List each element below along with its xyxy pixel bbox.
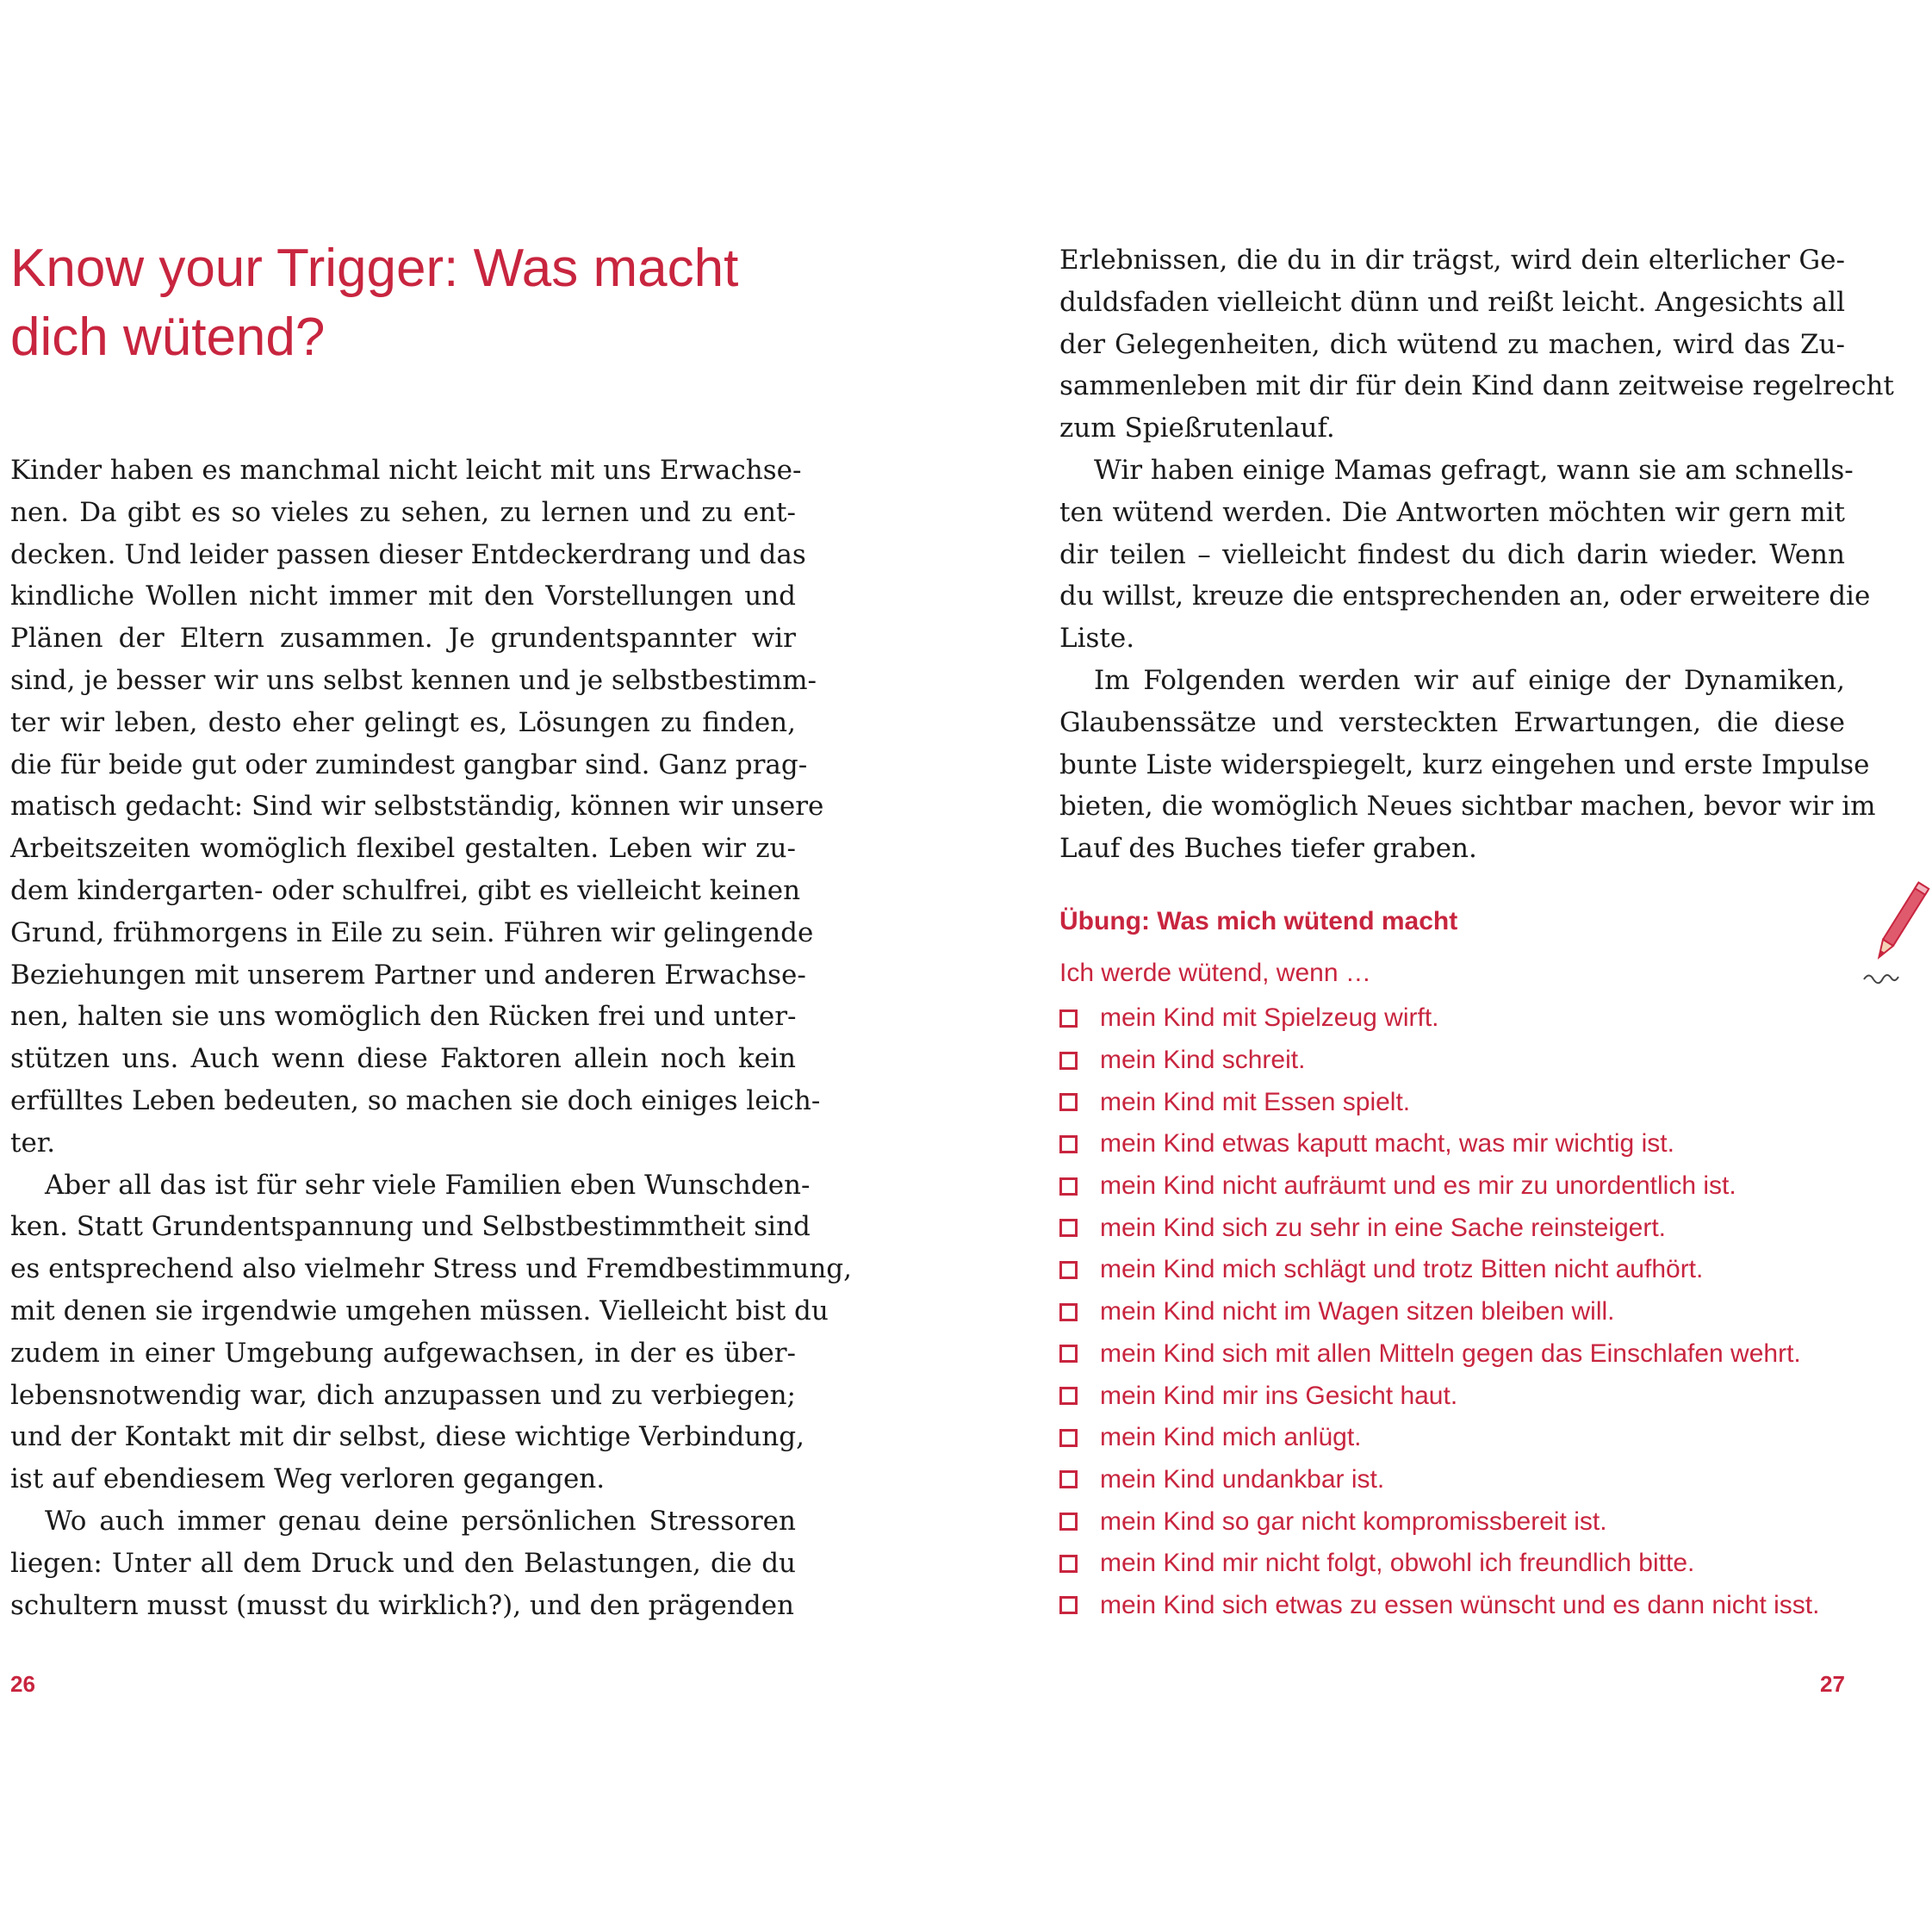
checkbox[interactable]	[1059, 1303, 1078, 1321]
text-line: nen, halten sie uns womöglich den Rücken frei und unter-	[10, 1001, 797, 1033]
trigger-checklist	[1059, 997, 1878, 1626]
text-line: liegen: Unter all dem Druck und den Belastungen, die du	[10, 1547, 796, 1579]
text-line: schultern musst (musst du wirklich?), und den prägenden	[10, 1589, 795, 1621]
page-number-left: 26	[10, 1671, 35, 1697]
text-line: dem kindergarten- oder schulfrei, gibt es vielleicht keinen	[10, 874, 801, 906]
text-line: du willst, kreuze die entsprechenden an, oder erweitere die	[1059, 581, 1871, 612]
checklist-item-label: mein Kind mir ins Gesicht haut.	[1100, 1381, 1458, 1410]
text-line: Glaubenssätze und versteckten Erwartungen, die diese	[1059, 706, 1845, 738]
text-line: die für beide gut oder zumindest gangbar sind. Ganz prag-	[10, 749, 808, 780]
text-line: Beziehungen mit unserem Partner und anderen Erwachse-	[10, 959, 806, 991]
text-line: Arbeitszeiten womöglich flexibel gestalten. Leben wir zu-	[10, 833, 796, 865]
checkbox[interactable]	[1059, 1052, 1078, 1070]
text-line: ist auf ebendiesem Weg verloren gegangen.	[10, 1463, 606, 1495]
checklist-item-label: mein Kind mir nicht folgt, obwohl ich freundlich bitte.	[1100, 1549, 1695, 1578]
text-line: kindliche Wollen nicht immer mit den Vorstellungen und	[10, 581, 796, 612]
checklist-item	[1059, 1123, 1878, 1165]
checklist-item-label: mein Kind mich anlügt.	[1100, 1423, 1362, 1452]
checklist-item	[1059, 1165, 1878, 1208]
checkbox[interactable]	[1059, 1345, 1078, 1363]
text-line: Wo auch immer genau deine persönlichen Stressoren	[45, 1505, 796, 1537]
checklist-item-label: mein Kind undankbar ist.	[1100, 1464, 1385, 1494]
checkbox[interactable]	[1059, 1135, 1078, 1153]
checklist-item-label: mein Kind nicht im Wagen sitzen bleiben will.	[1100, 1297, 1615, 1326]
right-body-text	[1059, 239, 1894, 870]
text-line: stützen uns. Auch wenn diese Faktoren allein noch kein	[10, 1043, 796, 1075]
text-line: mit denen sie irgendwie umgehen müssen. Vielleicht bist du	[10, 1295, 829, 1326]
checklist-item	[1059, 1459, 1878, 1501]
chapter-title	[10, 234, 786, 372]
text-line: Plänen der Eltern zusammen. Je grundentspannter wir	[10, 623, 796, 655]
text-line: Liste.	[1059, 623, 1135, 655]
checklist-item	[1059, 1585, 1878, 1627]
text-line: erfülltes Leben bedeuten, so machen sie doch einiges leich-	[10, 1084, 821, 1116]
exercise-title: Übung: Was mich wütend macht	[1059, 907, 1458, 935]
text-line: matisch gedacht: Sind wir selbstständig, können wir unsere	[10, 791, 824, 823]
chapter-title-line-1: Know your Trigger: Was macht	[10, 239, 739, 298]
text-line: Im Folgenden werden wir auf einige der Dynamiken,	[1094, 664, 1845, 696]
text-line: Erlebnissen, die du in dir trägst, wird dein elterlicher Ge-	[1059, 245, 1845, 276]
checklist-item	[1059, 997, 1878, 1040]
checklist-item	[1059, 1207, 1878, 1249]
text-line: bieten, die womöglich Neues sichtbar machen, bevor wir im	[1059, 791, 1876, 823]
checkbox[interactable]	[1059, 1596, 1078, 1614]
checklist-item-label: mein Kind mich schlägt und trotz Bitten nicht aufhört.	[1100, 1255, 1704, 1284]
text-line: nen. Da gibt es so vieles zu sehen, zu lernen und zu ent-	[10, 496, 796, 528]
checklist-item-label: mein Kind so gar nicht kompromissbereit ist.	[1100, 1506, 1607, 1536]
text-line: ter.	[10, 1127, 56, 1159]
checklist-item	[1059, 1500, 1878, 1543]
checklist-item	[1059, 1543, 1878, 1585]
checklist-item-label: mein Kind sich etwas zu essen wünscht und es dann nicht isst.	[1100, 1590, 1820, 1619]
text-line: ken. Statt Grundentspannung und Selbstbestimmtheit sind	[10, 1211, 811, 1243]
text-line: lebensnotwendig war, dich anzupassen und zu verbiegen;	[10, 1379, 796, 1411]
checkbox[interactable]	[1059, 1513, 1078, 1531]
text-line: zudem in einer Umgebung aufgewachsen, in der es über-	[10, 1337, 796, 1369]
checkbox[interactable]	[1059, 1093, 1078, 1111]
checklist-item-label: mein Kind sich mit allen Mitteln gegen das Einschlafen wehrt.	[1100, 1339, 1801, 1368]
chapter-title-line-2: dich wütend?	[10, 308, 326, 367]
checkbox[interactable]	[1059, 1387, 1078, 1405]
checkbox[interactable]	[1059, 1261, 1078, 1279]
checklist-item	[1059, 1249, 1878, 1291]
text-line: decken. Und leider passen dieser Entdeckerdrang und das	[10, 538, 806, 570]
checklist-item	[1059, 1040, 1878, 1082]
checklist-item-label: mein Kind etwas kaputt macht, was mir wichtig ist.	[1100, 1129, 1674, 1159]
checklist-item-label: mein Kind mit Spielzeug wirft.	[1100, 1003, 1439, 1033]
text-line: zum Spießrutenlauf.	[1059, 413, 1335, 444]
text-line: ter wir leben, desto eher gelingt es, Lösungen zu finden,	[10, 706, 796, 738]
checklist-item-label: mein Kind nicht aufräumt und es mir zu unordentlich ist.	[1100, 1171, 1736, 1201]
text-line: Kinder haben es manchmal nicht leicht mit uns Erwachse-	[10, 455, 802, 486]
checklist-item-label: mein Kind schreit.	[1100, 1046, 1306, 1075]
text-line: sammenleben mit dir für dein Kind dann zeitweise regelrecht	[1059, 370, 1894, 402]
checklist-item	[1059, 1417, 1878, 1459]
page-number-right: 27	[1820, 1671, 1845, 1697]
checklist-item	[1059, 1333, 1878, 1376]
checkbox[interactable]	[1059, 1177, 1078, 1196]
checklist-item	[1059, 1081, 1878, 1123]
pencil-icon	[1857, 874, 1932, 986]
text-line: Grund, frühmorgens in Eile zu sein. Führen wir gelingende	[10, 916, 814, 948]
text-line: sind, je besser wir uns selbst kennen und je selbstbestimm-	[10, 664, 817, 696]
left-body-text	[10, 450, 852, 1626]
text-line: ten wütend werden. Die Antworten möchten wir gern mit	[1059, 496, 1845, 528]
text-line: und der Kontakt mit dir selbst, diese wichtige Verbindung,	[10, 1421, 804, 1453]
text-line: es entsprechend also vielmehr Stress und Fremdbestimmung,	[10, 1253, 852, 1285]
checklist-item	[1059, 1375, 1878, 1417]
checklist-item-label: mein Kind sich zu sehr in eine Sache reinsteigert.	[1100, 1213, 1667, 1242]
checkbox[interactable]	[1059, 1555, 1078, 1573]
checklist-item	[1059, 1291, 1878, 1333]
text-line: Aber all das ist für sehr viele Familien eben Wunschden-	[45, 1169, 811, 1201]
right-page	[966, 0, 1932, 1932]
checklist-item-label: mein Kind mit Essen spielt.	[1100, 1087, 1411, 1116]
checkbox[interactable]	[1059, 1470, 1078, 1488]
text-line: dir teilen – vielleicht findest du dich darin wieder. Wenn	[1059, 538, 1845, 570]
text-line: duldsfaden vielleicht dünn und reißt leicht. Angesichts all	[1059, 286, 1845, 318]
checkbox[interactable]	[1059, 1429, 1078, 1447]
checkbox[interactable]	[1059, 1009, 1078, 1028]
text-line: bunte Liste widerspiegelt, kurz eingehen und erste Impulse	[1059, 749, 1870, 780]
text-line: der Gelegenheiten, dich wütend zu machen, wird das Zu-	[1059, 328, 1845, 360]
exercise-intro: Ich werde wütend, wenn …	[1059, 959, 1371, 987]
text-line: Lauf des Buches tiefer graben.	[1059, 833, 1477, 865]
text-line: Wir haben einige Mamas gefragt, wann sie am schnells-	[1094, 454, 1854, 486]
checkbox[interactable]	[1059, 1219, 1078, 1237]
